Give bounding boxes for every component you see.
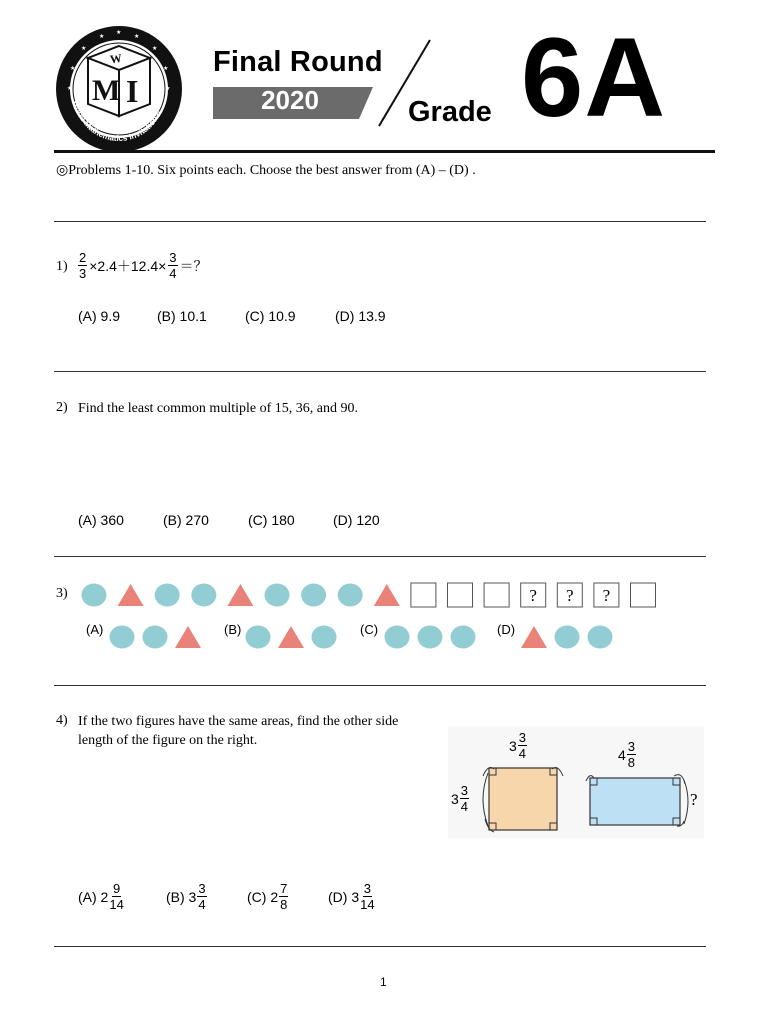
q4-choice-a-label: (A) 2 <box>78 888 109 905</box>
q2-text: Find the least common multiple of 15, 36, and 90. <box>78 401 358 416</box>
q4-choice-d-den: 14 <box>360 897 375 912</box>
page-number: 1 <box>380 975 387 989</box>
q4-choice-b-label: (B) 3 <box>166 888 197 905</box>
option-triangle <box>521 626 547 648</box>
left-square <box>489 768 557 830</box>
q4-left-top-num: 3 <box>518 730 527 745</box>
q1-f2-numerator: 3 <box>169 250 177 265</box>
q3-option-b-shapes[interactable] <box>244 624 340 650</box>
option-circle <box>588 626 613 649</box>
q4-choice-c-label: (C) 2 <box>247 888 279 905</box>
q4-figure <box>448 726 704 838</box>
svg-text:★: ★ <box>116 30 122 36</box>
q4-choice-c-fraction <box>279 882 288 911</box>
q4-right-top-whole: 4 <box>618 746 626 763</box>
contest-title: Final Round <box>213 46 383 78</box>
svg-text:★: ★ <box>99 34 105 40</box>
q4-right-top-label <box>618 740 636 769</box>
q4-choice-a-den: 14 <box>109 897 124 912</box>
instructions: ◎Problems 1-10. Six points each. Choose the best answer from (A) – (D) . <box>56 163 476 178</box>
option-circle <box>555 626 580 649</box>
svg-text:?: ? <box>529 586 537 605</box>
svg-text:★: ★ <box>163 66 169 72</box>
option-circle <box>143 626 168 649</box>
q4-choice-c-den: 8 <box>280 897 288 912</box>
sequence-triangle <box>227 584 253 606</box>
separator <box>54 685 706 686</box>
wmi-logo <box>54 24 184 154</box>
q3-option-c-label[interactable]: (C) <box>360 622 379 637</box>
q4-choice-b-num: 3 <box>198 881 206 896</box>
q4-left-side-label <box>451 784 469 813</box>
sequence-circle <box>338 584 363 607</box>
q3-pattern-sequence <box>78 580 668 610</box>
svg-text:?: ? <box>602 586 611 605</box>
svg-text:★: ★ <box>165 86 171 92</box>
q1-f1-numerator: 2 <box>79 250 87 265</box>
option-circle <box>110 626 135 649</box>
option-circle <box>451 626 476 649</box>
q3-number: 3) <box>56 586 68 601</box>
q1-fraction-2 <box>168 251 177 280</box>
q1-fraction-1 <box>78 251 87 280</box>
q4-number: 4) <box>56 713 68 728</box>
q1-f2-denominator: 4 <box>169 266 177 281</box>
q4-choice-b-fraction <box>197 882 206 911</box>
option-triangle <box>278 626 304 648</box>
q4-left-side-whole: 3 <box>451 790 459 807</box>
svg-text:W: W <box>108 50 123 67</box>
q4-left-side-num: 3 <box>460 783 469 798</box>
q1-number: 1) <box>56 259 68 274</box>
svg-text:★: ★ <box>67 86 73 92</box>
svg-text:★: ★ <box>152 46 158 52</box>
q2-choice-a[interactable]: (A) 360 <box>78 512 124 528</box>
q4-left-side-den: 4 <box>460 799 469 814</box>
q4-left-top-label <box>509 731 527 760</box>
q1-expression <box>78 251 208 280</box>
q4-choice-c-num: 7 <box>280 881 288 896</box>
sequence-question-box <box>594 583 619 607</box>
q4-choice-a-fraction <box>109 882 123 911</box>
q3-option-c-shapes[interactable] <box>383 624 479 650</box>
q4-left-side-fraction <box>460 784 469 813</box>
grade-label: Grade <box>408 96 492 128</box>
right-rectangle <box>590 778 680 825</box>
option-circle <box>418 626 443 649</box>
q2-number: 2) <box>56 400 68 415</box>
q4-unknown-label: ? <box>690 790 698 809</box>
sequence-circle <box>191 584 216 607</box>
q4-right-top-num: 3 <box>627 739 636 754</box>
separator <box>54 371 706 372</box>
sequence-triangle <box>118 584 144 606</box>
q3-option-d-label[interactable]: (D) <box>497 622 516 637</box>
separator <box>54 946 706 947</box>
grade-code: 6A <box>521 15 667 140</box>
contest-year: 2020 <box>261 85 319 115</box>
q1-choice-a[interactable]: (A) 9.9 <box>78 308 121 324</box>
q3-option-a-label[interactable]: (A) <box>86 622 104 637</box>
q4-choice-d-fraction <box>360 882 374 911</box>
q4-right-top-fraction <box>627 740 636 769</box>
svg-text:?: ? <box>566 586 574 605</box>
svg-text:★: ★ <box>81 46 87 52</box>
q1-tail: ＝？ <box>179 257 208 274</box>
sequence-empty-box <box>448 583 473 607</box>
svg-text:I: I <box>126 73 139 109</box>
svg-text:★: ★ <box>70 66 76 72</box>
separator <box>54 221 706 222</box>
svg-text:M: M <box>92 74 121 107</box>
sequence-question-box <box>521 583 546 607</box>
option-circle <box>385 626 410 649</box>
option-circle <box>312 626 337 649</box>
sequence-triangle <box>374 584 400 606</box>
option-circle <box>246 626 271 649</box>
q1-choice-b[interactable]: (B) 10.1 <box>157 308 207 324</box>
header-rule <box>54 150 715 153</box>
sequence-empty-box <box>484 583 509 607</box>
sequence-circle <box>265 584 290 607</box>
q2-choice-b[interactable]: (B) 270 <box>163 512 209 528</box>
option-triangle <box>175 626 201 648</box>
sequence-empty-box <box>411 583 436 607</box>
q1-choice-c[interactable]: (C) 10.9 <box>245 308 296 324</box>
q4-left-top-fraction <box>518 731 527 760</box>
q4-choice-a-num: 9 <box>112 881 121 896</box>
q3-option-b-label[interactable]: (B) <box>224 622 242 637</box>
q1-middle: ×2.4＋12.4× <box>89 257 167 274</box>
q3-option-d-shapes[interactable] <box>520 624 616 650</box>
q4-choice-d[interactable] <box>328 882 375 911</box>
q1-choice-d[interactable]: (D) 13.9 <box>335 308 386 324</box>
sequence-empty-box <box>631 583 656 607</box>
sequence-circle <box>155 584 180 607</box>
svg-text:World Mathematics Invitational: World Mathematics Invitational <box>72 99 163 144</box>
q4-choice-a[interactable] <box>78 882 124 911</box>
q3-option-a-shapes[interactable] <box>108 624 204 650</box>
q4-text-line2: length of the figure on the right. <box>78 733 258 748</box>
q4-text-line1: If the two figures have the same areas, find the other side <box>78 714 399 729</box>
svg-text:★: ★ <box>134 34 140 40</box>
q4-choice-d-num: 3 <box>363 881 371 896</box>
q4-left-top-den: 4 <box>518 746 527 761</box>
q2-choice-c[interactable]: (C) 180 <box>248 512 295 528</box>
q4-choice-b-den: 4 <box>198 897 206 912</box>
separator <box>54 556 706 557</box>
sequence-circle <box>301 584 326 607</box>
sequence-circle <box>82 584 107 607</box>
q4-choice-b[interactable] <box>166 882 207 911</box>
sequence-question-box <box>557 583 582 607</box>
q4-choice-d-label: (D) 3 <box>328 888 360 905</box>
q4-choice-c[interactable] <box>247 882 288 911</box>
q1-f1-denominator: 3 <box>79 266 87 281</box>
q2-choice-d[interactable]: (D) 120 <box>333 512 380 528</box>
q4-right-top-den: 8 <box>627 755 636 770</box>
q4-left-top-whole: 3 <box>509 737 517 754</box>
